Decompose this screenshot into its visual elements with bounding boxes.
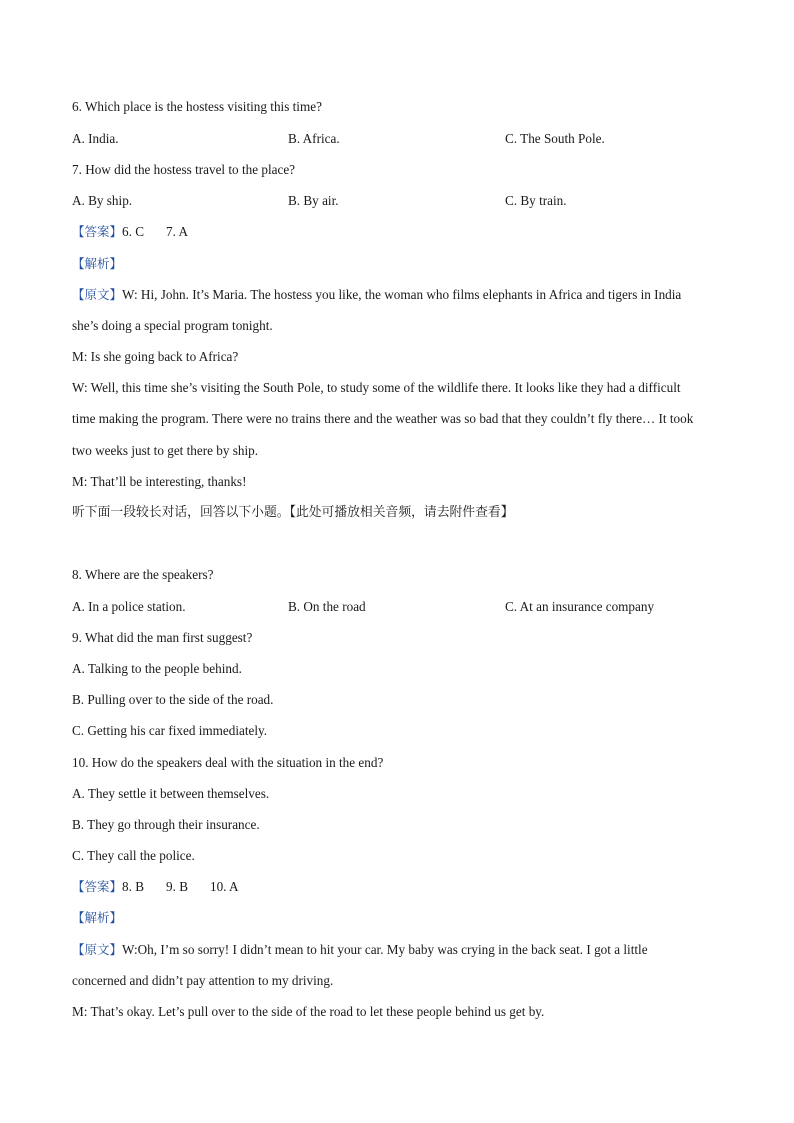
option-6c: C. The South Pole. [505, 131, 605, 146]
option-9c: C. Getting his car fixed immediately. [72, 723, 268, 738]
answer-line-1 [72, 223, 732, 241]
analysis-line-1 [72, 255, 732, 273]
option-10a: A. They settle it between themselves. [72, 786, 270, 801]
answer-tag: 【答案】 [72, 224, 123, 239]
question-7-options [72, 192, 732, 210]
option-7b: B. By air. [288, 193, 339, 208]
transcript-tag: 【原文】 [72, 942, 123, 957]
question-7: 7. How did the hostess travel to the place? [72, 162, 296, 177]
transcript-1-line-7: M: That’ll be interesting, thanks! [72, 474, 247, 489]
transcript-1-line-1 [72, 286, 732, 304]
transcript-1-line-4: W: Well, this time she’s visiting the South Pole, to study some of the wildlife there. It looks like they had a difficult [72, 380, 681, 395]
option-8c: C. At an insurance company [505, 599, 655, 614]
answer-line-2 [72, 878, 732, 896]
analysis-tag: 【解析】 [72, 256, 123, 271]
transcript-1-line-2: she’s doing a special program tonight. [72, 318, 273, 333]
question-8-options [72, 598, 732, 616]
question-8: 8. Where are the speakers? [72, 567, 214, 582]
option-10c: C. They call the police. [72, 848, 195, 863]
answer-tag: 【答案】 [72, 879, 123, 894]
option-6b: B. Africa. [288, 131, 340, 146]
transcript-1-line-6: two weeks just to get there by ship. [72, 443, 259, 458]
option-8a: A. In a police station. [72, 599, 186, 614]
analysis-tag: 【解析】 [72, 910, 123, 925]
transcript-1-line-3: M: Is she going back to Africa? [72, 349, 239, 364]
option-9a: A. Talking to the people behind. [72, 661, 242, 676]
transcript-2-line-2: concerned and didn’t pay attention to my driving. [72, 973, 334, 988]
transcript-2-line-1 [72, 941, 732, 959]
option-6a: A. India. [72, 131, 119, 146]
option-7c: C. By train. [505, 193, 567, 208]
answer-9: 9. B [166, 879, 188, 894]
question-6: 6. Which place is the hostess visiting this time? [72, 99, 322, 114]
answer-8: 8. B [122, 879, 144, 894]
option-8b: B. On the road [288, 599, 366, 614]
answer-10: 10. A [209, 879, 239, 894]
question-9: 9. What did the man first suggest? [72, 630, 253, 645]
answer-7: 7. A [166, 224, 188, 239]
transcript-1-line-5: time making the program. There were no trains there and the weather was so bad that they couldn’t fly there… It took [72, 411, 694, 426]
option-7a: A. By ship. [72, 193, 133, 208]
transcript-tag: 【原文】 [72, 287, 123, 302]
question-10: 10. How do the speakers deal with the situation in the end? [72, 755, 384, 770]
transcript-1-text-1: W: Hi, John. It’s Maria. The hostess you like, the woman who films elephants in Africa and tigers in India [122, 287, 682, 302]
option-9b: B. Pulling over to the side of the road. [72, 692, 274, 707]
listening-instruction: 听下面一段较长对话，回答以下小题。【此处可播放相关音频，请去附件查看】 [72, 505, 514, 520]
answer-6: 6. C [122, 224, 144, 239]
option-10b: B. They go through their insurance. [72, 817, 260, 832]
transcript-2-line-3: M: That’s okay. Let’s pull over to the side of the road to let these people behind us get by. [72, 1004, 545, 1019]
transcript-2-text-1: W:Oh, I’m so sorry! I didn’t mean to hit your car. My baby was crying in the back seat. I got a little [122, 942, 648, 957]
question-6-options [72, 130, 732, 148]
analysis-line-2 [72, 909, 732, 927]
